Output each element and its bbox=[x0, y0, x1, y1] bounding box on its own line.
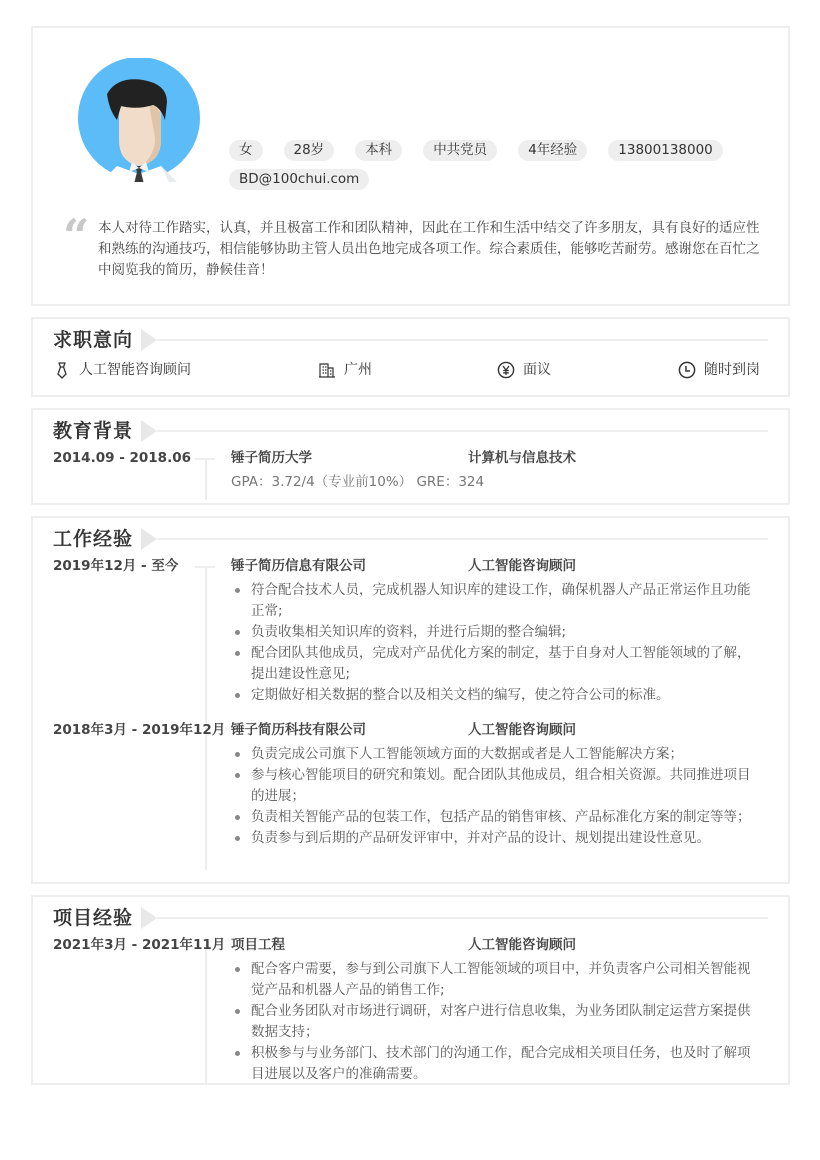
arrow-icon bbox=[141, 329, 157, 351]
intent-row bbox=[53, 359, 760, 381]
project-name: 项目工程 bbox=[231, 937, 285, 953]
job-role: 人工智能咨询顾问 bbox=[468, 722, 576, 738]
tag-phone: 13800138000 bbox=[608, 140, 722, 161]
work-entry bbox=[53, 720, 760, 880]
arrow-icon bbox=[141, 528, 157, 550]
company-name: 锤子简历信息有限公司 bbox=[231, 558, 366, 574]
building-icon bbox=[318, 361, 336, 379]
project-duties bbox=[231, 959, 760, 1085]
work-duties bbox=[231, 580, 760, 706]
duty-item: 定期做好相关数据的整合以及相关文档的编写，使之符合公司的标准。 bbox=[231, 685, 760, 706]
tag-age: 28岁 bbox=[284, 140, 335, 161]
arrow-icon bbox=[141, 420, 157, 442]
project-experience-section bbox=[31, 895, 790, 1085]
divider bbox=[157, 538, 768, 540]
education-section bbox=[31, 408, 790, 505]
education-detail: GPA：3.72/4（专业前10%） GRE：324 bbox=[231, 474, 485, 490]
avatar-man-in-suit-icon bbox=[77, 58, 201, 182]
major: 计算机与信息技术 bbox=[468, 450, 576, 466]
self-summary: 本人对待工作踏实，认真，并且极富工作和团队精神，因此在工作和生活中结交了许多朋友，具有良好的适应性和熟练的沟通技巧，相信能够协助主管人员出色地完成各项工作。综合素质佳，能够吃苦耐劳。感谢您在百忙之中阅览我的简历，静候佳音！ bbox=[98, 220, 760, 278]
entry-date: 2019年12月 - 至今 bbox=[53, 558, 179, 574]
tag-email: BD@100chui.com bbox=[229, 169, 369, 190]
company-name: 锤子简历科技有限公司 bbox=[231, 722, 366, 738]
profile-card bbox=[31, 26, 790, 306]
timeline-line bbox=[205, 458, 207, 500]
section-header bbox=[53, 526, 768, 556]
duty-item: 负责收集相关知识库的资料，并进行后期的整合编辑; bbox=[231, 622, 760, 643]
intent-position-label: 人工智能咨询顾问 bbox=[79, 362, 191, 378]
tag-degree: 本科 bbox=[355, 140, 402, 161]
duty-item: 负责完成公司旗下人工智能领域方面的大数据或者是人工智能解决方案； bbox=[231, 744, 760, 765]
tie-icon bbox=[53, 361, 71, 379]
intent-city-label: 广州 bbox=[344, 362, 372, 378]
entry-date: 2021年3月 - 2021年11月 bbox=[53, 937, 226, 953]
duty-item: 积极参与与业务部门、技术部门的沟通工作，配合完成相关项目任务，也及时了解项目进展以及客户的准确需要。 bbox=[231, 1043, 760, 1085]
school-name: 锤子简历大学 bbox=[231, 450, 312, 466]
intent-salary-label: 面议 bbox=[523, 362, 551, 378]
duty-item: 负责相关智能产品的包装工作，包括产品的销售审核、产品标准化方案的制定等等； bbox=[231, 807, 760, 828]
section-title: 求职意向 bbox=[53, 329, 134, 351]
job-intent-section bbox=[31, 317, 790, 397]
duty-item: 符合配合技术人员，完成机器人知识库的建设工作，确保机器人产品正常运作且功能正常; bbox=[231, 580, 760, 622]
section-title: 项目经验 bbox=[53, 907, 134, 929]
section-header bbox=[53, 905, 768, 935]
arrow-icon bbox=[141, 907, 157, 929]
tag-gender: 女 bbox=[229, 140, 263, 161]
divider bbox=[157, 339, 768, 341]
section-header bbox=[53, 327, 768, 357]
clock-icon bbox=[678, 361, 696, 379]
intent-availability-label: 随时到岗 bbox=[704, 362, 760, 378]
duty-item: 负责参与到后期的产品研发评审中，并对产品的设计、规划提出建设性意见。 bbox=[231, 828, 760, 849]
section-title: 教育背景 bbox=[53, 420, 134, 442]
divider bbox=[157, 917, 768, 919]
intent-availability bbox=[678, 359, 760, 381]
duty-item: 配合团队其他成员，完成对产品优化方案的制定，基于自身对人工智能领域的了解，提出建设性意见; bbox=[231, 643, 760, 685]
duty-item: 配合业务团队对市场进行调研，对客户进行信息收集，为业务团队制定运营方案提供数据支持； bbox=[231, 1001, 760, 1043]
intent-city bbox=[318, 359, 372, 381]
tag-political-status: 中共党员 bbox=[423, 140, 497, 161]
yen-icon bbox=[497, 361, 515, 379]
entry-date: 2018年3月 - 2019年12月 bbox=[53, 722, 226, 738]
education-entry bbox=[53, 448, 760, 498]
duty-item: 配合客户需要，参与到公司旗下人工智能领域的项目中，并负责客户公司相关智能视觉产品和机器人产品的销售工作; bbox=[231, 959, 760, 1001]
work-experience-section bbox=[31, 516, 790, 884]
avatar bbox=[77, 58, 201, 182]
intent-position bbox=[53, 359, 191, 381]
intent-salary bbox=[497, 359, 551, 381]
section-title: 工作经验 bbox=[53, 528, 134, 550]
personal-info-tags bbox=[229, 140, 749, 190]
work-entry bbox=[53, 556, 760, 716]
section-header bbox=[53, 418, 768, 448]
project-role: 人工智能咨询顾问 bbox=[468, 937, 576, 953]
duty-item: 参与核心智能项目的研究和策划。配合团队其他成员，组合相关资源。共同推进项目的进展； bbox=[231, 765, 760, 807]
divider bbox=[157, 430, 768, 432]
entry-date: 2014.09 - 2018.06 bbox=[53, 450, 191, 466]
tag-experience: 4年经验 bbox=[518, 140, 587, 161]
project-entry bbox=[53, 935, 760, 1085]
quote-icon: “ bbox=[63, 209, 90, 263]
job-role: 人工智能咨询顾问 bbox=[468, 558, 576, 574]
work-duties bbox=[231, 744, 760, 849]
